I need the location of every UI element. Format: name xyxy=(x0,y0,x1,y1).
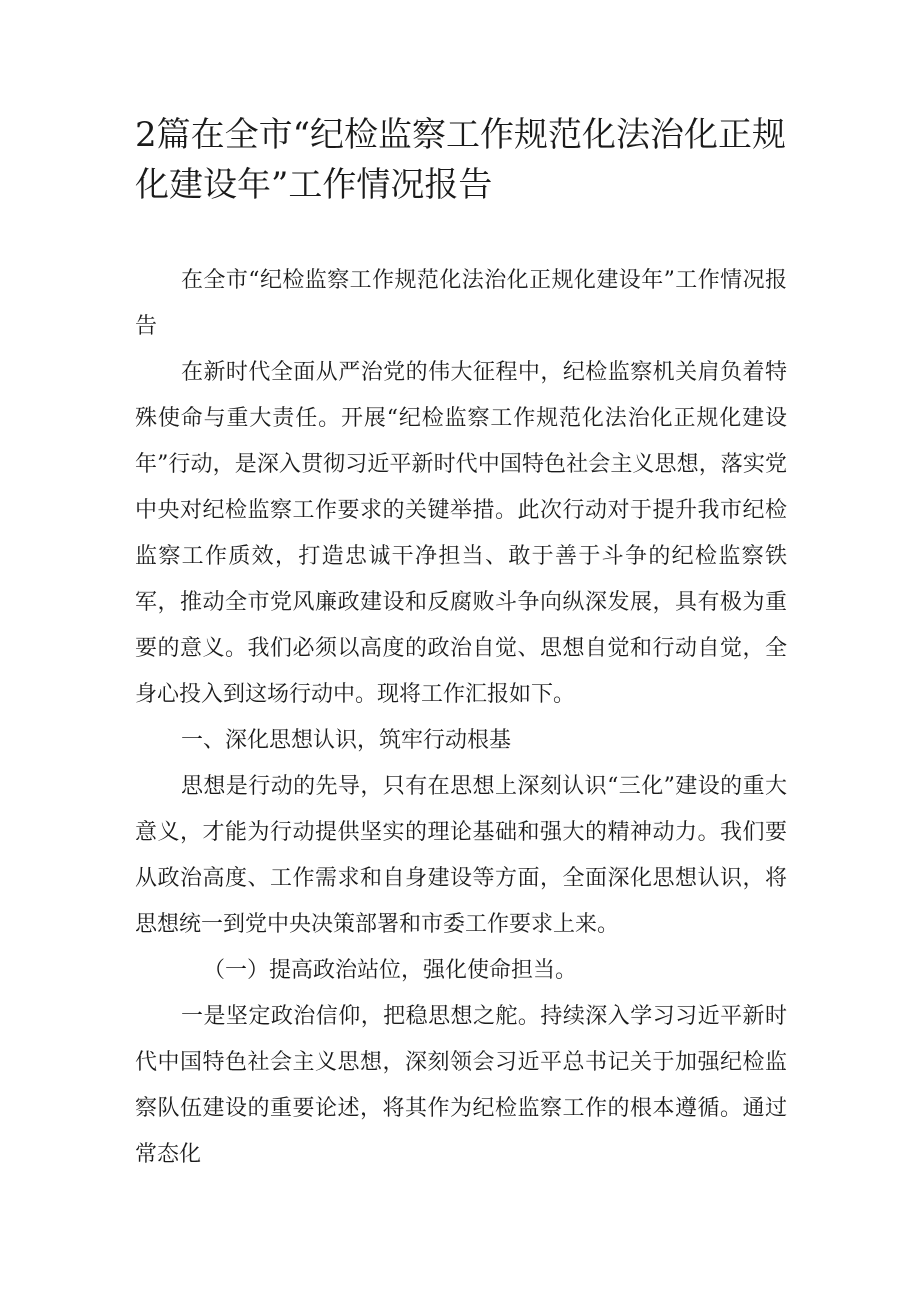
subsection-1-paragraph: 一是坚定政治信仰，把稳思想之舵。持续深入学习习近平新时代中国特色社会主义思想，深刻领会习近平总书记关于加强纪检监察队伍建设的重要论述，将其作为纪检监察工作的根本遵循。通过常态化 xyxy=(135,1004,787,1167)
section-1-paragraph: 思想是行动的先导，只有在思想上深刻认识“三化”建设的重大意义，才能为行动提供坚实的理论基础和强大的精神动力。我们要从政治高度、工作需求和自身建设等方面，全面深化思想认识，将思想统一到党中央决策部署和市委工作要求上来。 xyxy=(135,774,787,937)
document-title: 2篇在全市“纪检监察工作规范化法治化正规化建设年”工作情况报告 xyxy=(135,115,787,205)
subtitle-paragraph: 在全市“纪检监察工作规范化法治化正规化建设年”工作情况报告 xyxy=(135,268,787,339)
subsection-heading-1: （一）提高政治站位，强化使命担当。 xyxy=(203,958,578,983)
section-heading-1: 一、深化思想认识，筑牢行动根基 xyxy=(181,728,512,753)
intro-paragraph: 在新时代全面从严治党的伟大征程中，纪检监察机关肩负着特殊使命与重大责任。开展“纪检监察工作规范化法治化正规化建设年”行动，是深入贯彻习近平新时代中国特色社会主义思想，落实党中央对纪检监察工作要求的关键举措。此次行动对于提升我市纪检监察工作质效，打造忠诚干净担当、敢于善于斗争的纪检监察铁军，推动全市党风廉政建设和反腐败斗争向纵深发展，具有极为重要的意义。我们必须以高度的政治自觉、思想自觉和行动自觉，全身心投入到这场行动中。现将工作汇报如下。 xyxy=(135,360,787,707)
document-body xyxy=(135,258,787,1178)
